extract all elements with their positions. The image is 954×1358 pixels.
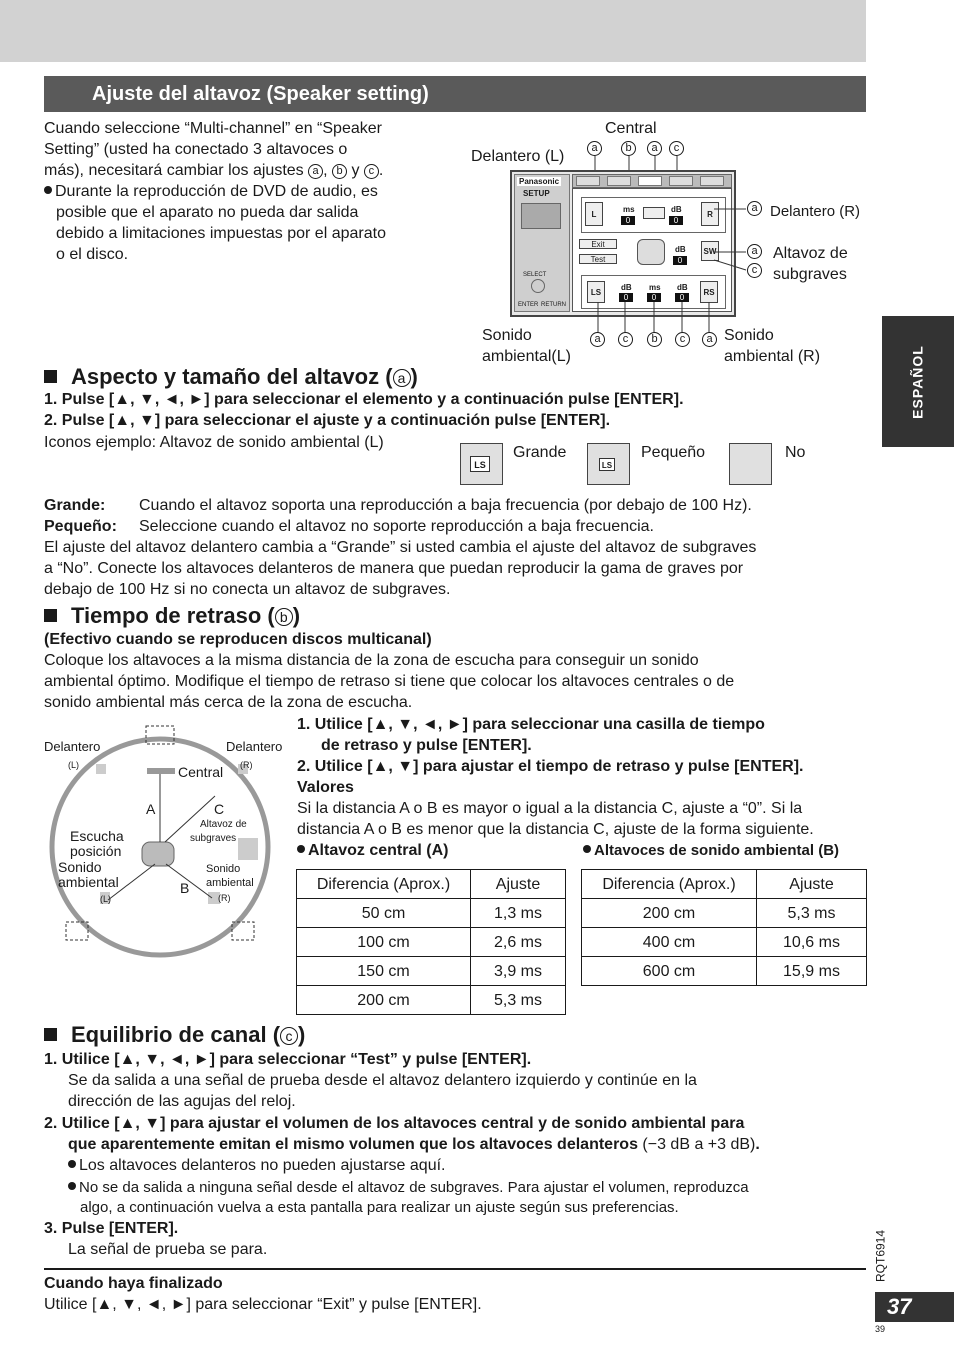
- table-row: [297, 957, 566, 986]
- bullet-dot: [68, 1182, 76, 1190]
- table-row: [582, 928, 867, 957]
- pequeno-text: Seleccione cuando el altavoz no soporte reproducción a baja frecuencia.: [139, 518, 654, 535]
- intro-period: .: [378, 162, 384, 179]
- top-mark-2: b: [621, 141, 636, 156]
- table-cell: 1,3 ms: [471, 899, 566, 928]
- valores-text-2: distancia A o B es menor que la distancia C, ajuste de la forma siguiente.: [297, 821, 814, 838]
- mark-a: a: [308, 164, 323, 179]
- top-gray-band: [0, 0, 866, 62]
- grande-label: Grande:: [44, 497, 106, 514]
- table-row: [297, 899, 566, 928]
- bottom-mark-3: b: [647, 332, 662, 347]
- label-front-left: Delantero (L): [471, 148, 565, 165]
- table-cell: 100 cm: [297, 928, 471, 957]
- table-row: [582, 899, 867, 928]
- mark-c-heading: c: [280, 1027, 298, 1045]
- brand-logo: Panasonic: [519, 177, 560, 186]
- top-mark-1: a: [587, 141, 602, 156]
- mark-b: b: [332, 164, 347, 179]
- ms-label-center: ms: [623, 205, 635, 214]
- heading-delay: [44, 603, 300, 629]
- ms-label-surround: ms: [649, 283, 661, 292]
- sub-level-value[interactable]: 0: [673, 256, 687, 265]
- pequeno-def: [44, 516, 117, 537]
- balance-step-1-text-1: Se da salida a una señal de prueba desde el altavoz delantero izquierdo y continúe en la: [68, 1072, 697, 1089]
- room-A: A: [146, 801, 156, 817]
- label-central: Central: [605, 120, 657, 137]
- surround-delay-value[interactable]: 0: [647, 293, 661, 302]
- delay-step-1b: de retraso y pulse [ENTER].: [321, 737, 532, 754]
- table-row: [582, 957, 867, 986]
- front-note-3: debajo de 100 Hz si no conecta un altavoz de subgraves.: [44, 581, 451, 598]
- tab-icon-3[interactable]: [638, 176, 662, 186]
- room-surr-l-2: ambiental: [58, 874, 119, 890]
- bottom-leader-lines: [580, 302, 720, 334]
- heading-balance-text: Equilibrio de canal (: [71, 1022, 281, 1047]
- delay-step-2: 2. Utilice [▲, ▼] para ajustar el tiempo de retraso y pulse [ENTER].: [297, 758, 804, 775]
- table-center-delay: [296, 869, 566, 1015]
- label-surround-l-2: ambiental(L): [482, 348, 571, 365]
- intro-line-1: Cuando seleccione “Multi-channel” en “Speaker: [44, 120, 382, 137]
- bullet-line-2: posible que el aparato no pueda dar salida: [56, 204, 359, 221]
- room-surr-r-sub: (R): [218, 893, 231, 903]
- db-label-sub: dB: [675, 245, 686, 254]
- balance-period: .: [755, 1136, 760, 1153]
- mark-c: c: [364, 164, 379, 179]
- heading-speaker-size-text: Aspecto y tamaño del altavoz (: [71, 364, 393, 389]
- bullet-surround-speaker: [583, 840, 839, 861]
- tab-icon-5[interactable]: [700, 176, 724, 186]
- label-sub-2: subgraves: [773, 266, 847, 283]
- balance-range: (−3 dB a +3 dB): [637, 1136, 756, 1153]
- intro-paragraph: [44, 118, 444, 265]
- table-header: Diferencia (Aprox.): [297, 870, 471, 899]
- room-B: B: [180, 880, 190, 896]
- table-header: Ajuste: [471, 870, 566, 899]
- valores-heading: Valores: [297, 779, 354, 796]
- language-tab-label: ESPAÑOL: [909, 344, 926, 419]
- balance-bullet-1: [68, 1155, 445, 1176]
- balance-bullet-2a-text: No se da salida a ninguna señal desde el altavoz de subgraves. Para ajustar el volumen, reproduzca: [79, 1179, 749, 1196]
- intro-line-3-text: más), necesitará cambiar los ajustes: [44, 162, 304, 179]
- bullet-dot: [68, 1160, 76, 1168]
- intro-line-2: Setting” (usted ha conectado 3 altavoces o: [44, 141, 348, 158]
- bottom-mark-2: c: [618, 332, 633, 347]
- finish-text: Utilice [▲, ▼, ◄, ►] para seleccionar “Exit” y pulse [ENTER].: [44, 1296, 482, 1313]
- table-cell: 5,3 ms: [471, 986, 566, 1015]
- bullet-line-1: Durante la reproducción de DVD de audio, es: [55, 183, 378, 200]
- heading-channel-balance: [44, 1022, 305, 1048]
- divider: [44, 1268, 866, 1270]
- setup-left-panel: [514, 174, 570, 312]
- bottom-mark-5: a: [702, 332, 717, 347]
- balance-step-2b: [68, 1134, 760, 1155]
- setup-tabs: [572, 174, 732, 188]
- label-sub-1: Altavoz de: [773, 245, 848, 262]
- finish-heading: Cuando haya finalizado: [44, 1275, 223, 1292]
- balance-bullet-2b: algo, a continuación vuelva a esta pantalla para realizar un ajuste según sus preferencias.: [80, 1199, 679, 1216]
- delay-subtitle: (Efectivo cuando se reproducen discos multicanal): [44, 631, 432, 648]
- section-title: Ajuste del altavoz (Speaker setting): [92, 83, 429, 105]
- ls-small-icon: LS: [599, 458, 615, 471]
- room-surr-l-1: Sonido: [58, 859, 102, 875]
- db-label-center: dB: [671, 205, 682, 214]
- room-listen-1: Escucha: [70, 828, 124, 844]
- dpad-icon: [531, 279, 545, 293]
- delay-p3: sonido ambiental más cerca de la zona de escucha.: [44, 694, 413, 711]
- top-mark-3: a: [647, 141, 662, 156]
- room-central: Central: [178, 764, 224, 780]
- table-cell: 150 cm: [297, 957, 471, 986]
- page-number: 37: [887, 1294, 912, 1319]
- icon-large-box: [460, 443, 503, 485]
- label-grande: Grande: [513, 444, 567, 461]
- table-row: [297, 986, 566, 1015]
- mark-a-heading: a: [393, 369, 411, 387]
- size-step-1: 1. Pulse [▲, ▼, ◄, ►] para seleccionar el elemento y a continuación pulse [ENTER].: [44, 391, 684, 408]
- db-label-ls: dB: [621, 283, 632, 292]
- room-front-l-sub: (L): [68, 760, 79, 770]
- tab-icon-1[interactable]: [576, 176, 600, 186]
- table-cell: 2,6 ms: [471, 928, 566, 957]
- select-label: SELECT: [523, 272, 547, 278]
- balance-step-3-text: La señal de prueba se para.: [68, 1241, 268, 1258]
- setup-main-panel: [572, 188, 732, 312]
- room-listen-2: posición: [70, 843, 122, 859]
- bullet-line-3: debido a limitaciones impuestas por el aparato: [56, 225, 386, 242]
- grande-def: [44, 495, 105, 516]
- balance-bullet-1-text: Los altavoces delanteros no pueden ajustarse aquí.: [79, 1157, 446, 1174]
- table-surround-delay: [581, 869, 867, 986]
- exit-button[interactable]: Exit: [579, 239, 617, 249]
- bottom-mark-4: c: [675, 332, 690, 347]
- label-front-right: Delantero (R): [770, 203, 861, 220]
- balance-step-1: 1. Utilice [▲, ▼, ◄, ►] para seleccionar “Test” y pulse [ENTER].: [44, 1051, 532, 1068]
- return-label: RETURN: [541, 302, 566, 308]
- table-cell: 200 cm: [297, 986, 471, 1015]
- delay-p2: ambiental óptimo. Modifique el tiempo de retraso si tiene que colocar los altavoces centrales o de: [44, 673, 735, 690]
- table-cell: 400 cm: [582, 928, 757, 957]
- heading-square-icon: [44, 609, 57, 622]
- center-delay-value[interactable]: 0: [621, 216, 635, 225]
- conj-y: y: [351, 162, 360, 179]
- speaker-LS[interactable]: LS: [587, 281, 605, 303]
- intro-bullet: [44, 181, 444, 202]
- front-note-2: a “No”. Conecte los altavoces delanteros de manera que puedan reproducir la gama de graves por: [44, 560, 744, 577]
- front-note-1: El ajuste del altavoz delantero cambia a “Grande” si usted cambia el ajuste del altavoz de subgraves: [44, 539, 757, 556]
- delay-step-1a: 1. Utilice [▲, ▼, ◄, ►] para seleccionar una casilla de tiempo: [297, 716, 765, 733]
- icon-none-box: [729, 443, 772, 485]
- small-page-number: 39: [875, 1324, 886, 1334]
- label-no: No: [785, 444, 806, 461]
- balance-step-1-text-2: dirección de las agujas del reloj.: [68, 1093, 296, 1110]
- heading-delay-text: Tiempo de retraso (: [71, 603, 275, 628]
- table-header: Ajuste: [757, 870, 867, 899]
- doc-code-text: RQT6914: [873, 1229, 888, 1283]
- right-mark-c-sub: c: [747, 263, 762, 278]
- speaker-L[interactable]: L: [585, 202, 603, 226]
- grande-text: Cuando el altavoz soporta una reproducción a baja frecuencia (por debajo de 100 Hz).: [139, 497, 752, 514]
- balance-step-2a: 2. Utilice [▲, ▼] para ajustar el volumen de los altavoces central y de sonido ambiental para: [44, 1115, 745, 1132]
- room-front-l: Delantero: [44, 739, 101, 754]
- test-button[interactable]: Test: [579, 254, 617, 264]
- intro-line-3: más), necesitará cambiar los ajustes a , b y c .: [44, 162, 384, 179]
- bullet-line-4: o el disco.: [56, 246, 129, 263]
- setup-label: SETUP: [523, 189, 550, 198]
- room-surr-r-1: Sonido: [206, 863, 241, 875]
- bottom-mark-1: a: [590, 332, 605, 347]
- speaker-center[interactable]: [643, 207, 665, 219]
- icon-small-box: [587, 443, 630, 485]
- listener-icon: [637, 239, 665, 265]
- bullet-surround-text: Altavoces de sonido ambiental (B): [594, 842, 840, 859]
- table-row: [297, 928, 566, 957]
- label-surround-l-1: Sonido: [482, 327, 532, 344]
- bullet-center-text: Altavoz central (A): [308, 842, 449, 859]
- bullet-dot: [44, 186, 52, 194]
- label-pequeno: Pequeño: [641, 444, 706, 461]
- balance-bullet-2a: [68, 1177, 749, 1198]
- label-surround-r-2: ambiental (R): [724, 348, 821, 365]
- room-surr-r-2: ambiental: [206, 877, 254, 889]
- speaker-RS[interactable]: RS: [700, 281, 718, 303]
- size-step-2: 2. Pulse [▲, ▼] para seleccionar el ajuste y a continuación pulse [ENTER].: [44, 412, 611, 429]
- right-mark-a-sub: a: [747, 244, 762, 259]
- table-cell: 200 cm: [582, 899, 757, 928]
- speaker-R[interactable]: R: [701, 202, 719, 226]
- bullet-dot: [297, 845, 305, 853]
- mark-b-heading: b: [275, 608, 293, 626]
- enter-label: ENTER: [518, 302, 539, 308]
- table-cell: 10,6 ms: [757, 928, 867, 957]
- valores-text-1: Si la distancia A o B es mayor o igual a la distancia C, ajuste a “0”. Si la: [297, 800, 803, 817]
- right-mark-a-front: a: [747, 201, 762, 216]
- heading-paren: ): [292, 603, 301, 628]
- ls-large-icon: LS: [470, 456, 490, 472]
- heading-square-icon: [44, 1028, 57, 1041]
- setup-disc-icon: [521, 203, 561, 229]
- ls-level-value[interactable]: 0: [619, 293, 633, 302]
- table-cell: 5,3 ms: [757, 899, 867, 928]
- language-tab: [882, 316, 954, 447]
- center-level-value[interactable]: 0: [669, 216, 683, 225]
- pequeno-label: Pequeño:: [44, 518, 117, 535]
- table-header-row: [582, 870, 867, 899]
- bullet-dot: [583, 845, 591, 853]
- heading-speaker-size: [44, 364, 418, 390]
- room-sub-1: Altavoz de: [200, 819, 247, 830]
- table-cell: 600 cm: [582, 957, 757, 986]
- bullet-center-speaker: [297, 840, 448, 861]
- heading-paren: ): [298, 1022, 306, 1047]
- tab-icon-4[interactable]: [669, 176, 693, 186]
- page-number-box: [875, 1292, 954, 1322]
- doc-code: [867, 1230, 895, 1282]
- table-cell: 50 cm: [297, 899, 471, 928]
- table-header: Diferencia (Aprox.): [582, 870, 757, 899]
- room-front-r-sub: (R): [240, 760, 253, 770]
- room-sub-2: subgraves: [190, 833, 237, 844]
- heading-square-icon: [44, 370, 57, 383]
- room-C: C: [214, 801, 225, 817]
- balance-step-2b-text: que aparentemente emitan el mismo volumen que los altavoces delanteros: [68, 1136, 638, 1153]
- speaker-SW[interactable]: SW: [701, 241, 719, 261]
- delay-p1: Coloque los altavoces a la misma distancia de la zona de escucha para conseguir un sonido: [44, 652, 699, 669]
- table-header-row: [297, 870, 566, 899]
- balance-step-3: 3. Pulse [ENTER].: [44, 1220, 179, 1237]
- top-mark-4: c: [669, 141, 684, 156]
- rs-level-value[interactable]: 0: [675, 293, 689, 302]
- section-title-bar: [44, 76, 866, 112]
- icons-example-text: Iconos ejemplo: Altavoz de sonido ambiental (L): [44, 434, 384, 451]
- db-label-rs: dB: [677, 283, 688, 292]
- room-surr-l-sub: (L): [100, 894, 111, 904]
- heading-paren: ): [410, 364, 418, 389]
- table-cell: 15,9 ms: [757, 957, 867, 986]
- label-surround-r-1: Sonido: [724, 327, 774, 344]
- room-front-r: Delantero: [226, 739, 283, 754]
- table-cell: 3,9 ms: [471, 957, 566, 986]
- tab-icon-2[interactable]: [607, 176, 631, 186]
